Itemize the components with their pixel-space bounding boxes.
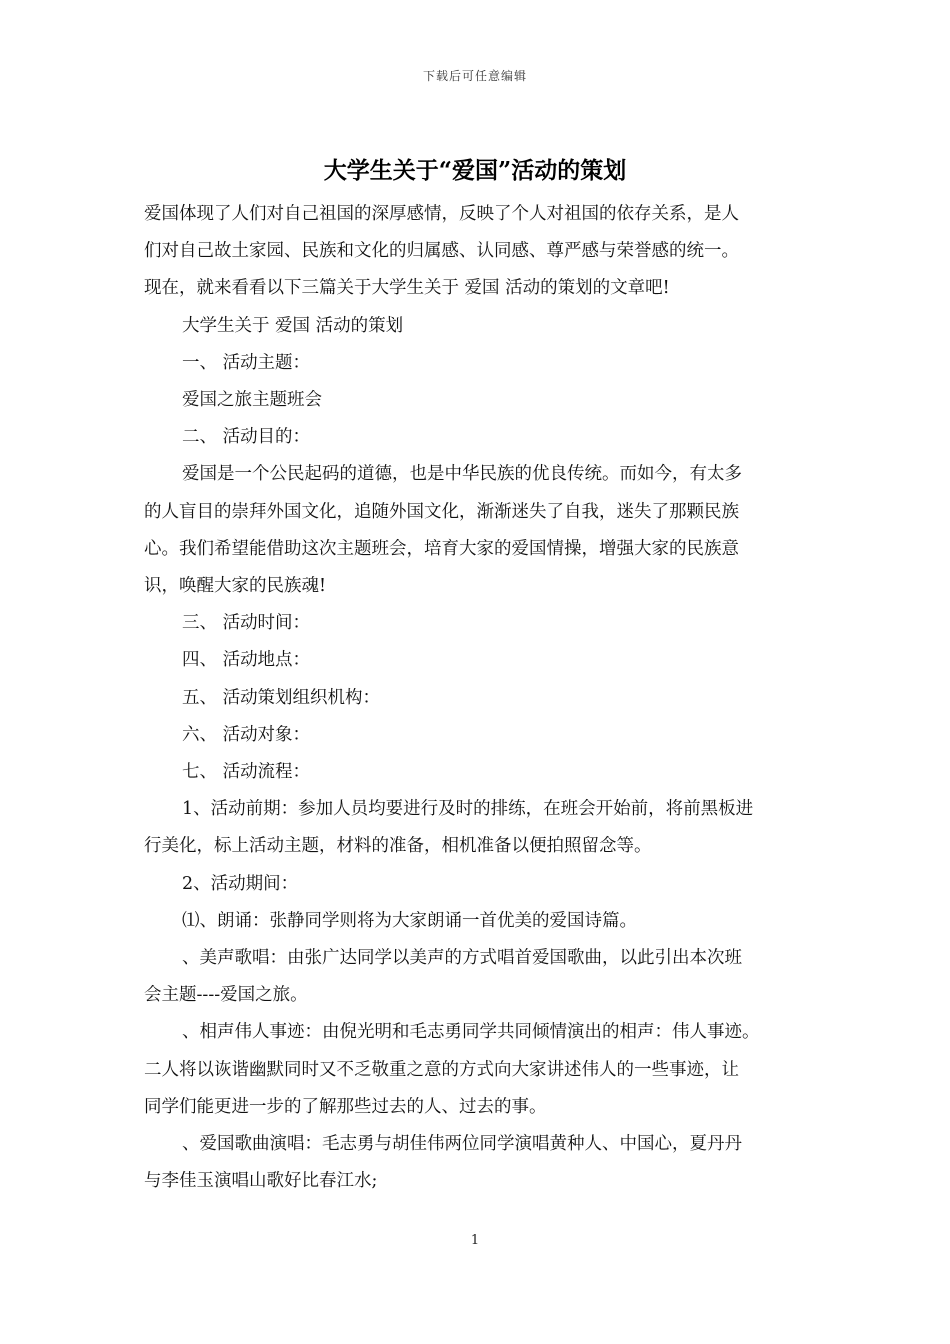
text-line: 五、 活动策划组织机构： — [182, 687, 381, 708]
text-line: 识，唤醒大家的民族魂! — [144, 576, 327, 597]
document-body — [144, 196, 808, 1200]
text-line: 爱国之旅主题班会 — [182, 390, 322, 411]
text-line: 行美化，标上活动主题，材料的准备，相机准备以便拍照留念等。 — [144, 836, 652, 857]
text-line: 一、 活动主题： — [182, 352, 311, 373]
text-line: 们对自己故土家园、民族和文化的归属感、认同感、尊严感与荣誉感的统一。 — [144, 241, 739, 262]
text-line: 二、 活动目的： — [182, 427, 311, 448]
text-line: 六、 活动对象： — [182, 724, 311, 745]
text-line: 心。我们希望能借助这次主题班会，培育大家的爱国情操，增强大家的民族意 — [144, 538, 739, 559]
text-line: 七、 活动流程： — [182, 762, 311, 783]
text-line: 1、活动前期：参加人员均要进行及时的排练，在班会开始前，将前黑板进 — [182, 799, 754, 820]
text-line: 会主题----爱国之旅。 — [144, 985, 308, 1006]
text-line: 现在，就来看看以下三篇关于大学生关于 爱国 活动的策划的文章吧! — [144, 278, 670, 299]
page-header: 下载后可任意编辑 — [422, 69, 527, 83]
text-line: 三、 活动时间： — [182, 613, 311, 634]
text-line: 、爱国歌曲演唱：毛志勇与胡佳伟两位同学演唱黄种人、中国心，夏丹丹 — [182, 1134, 742, 1155]
text-line: 四、 活动地点： — [182, 650, 311, 671]
page-number: 1 — [470, 1233, 480, 1248]
text-line: 2、活动期间： — [182, 873, 299, 894]
text-line: ⑴、朗诵：张静同学则将为大家朗诵一首优美的爱国诗篇。 — [182, 910, 637, 931]
text-line: 同学们能更进一步的了解那些过去的人、过去的事。 — [144, 1096, 547, 1117]
text-line: 的人盲目的崇拜外国文化，追随外国文化，渐渐迷失了自我，迷失了那颗民族 — [144, 501, 739, 522]
document-title: 大学生关于“爱国”活动的策划 — [323, 157, 627, 184]
text-line: 爱国体现了人们对自己祖国的深厚感情，反映了个人对祖国的依存关系，是人 — [144, 204, 739, 224]
text-line: 爱国是一个公民起码的道德，也是中华民族的优良传统。而如今，有太多 — [182, 464, 742, 485]
text-line: 二人将以诙谐幽默同时又不乏敬重之意的方式向大家讲述伟人的一些事迹，让 — [144, 1059, 739, 1080]
text-line: 与李佳玉演唱山歌好比春江水; — [144, 1171, 378, 1192]
text-line: 、相声伟人事迹：由倪光明和毛志勇同学共同倾情演出的相声：伟人事迹。 — [182, 1022, 760, 1043]
text-line: 、美声歌唱：由张广达同学以美声的方式唱首爱国歌曲，以此引出本次班 — [182, 948, 742, 969]
text-line: 大学生关于 爱国 活动的策划 — [182, 315, 404, 336]
